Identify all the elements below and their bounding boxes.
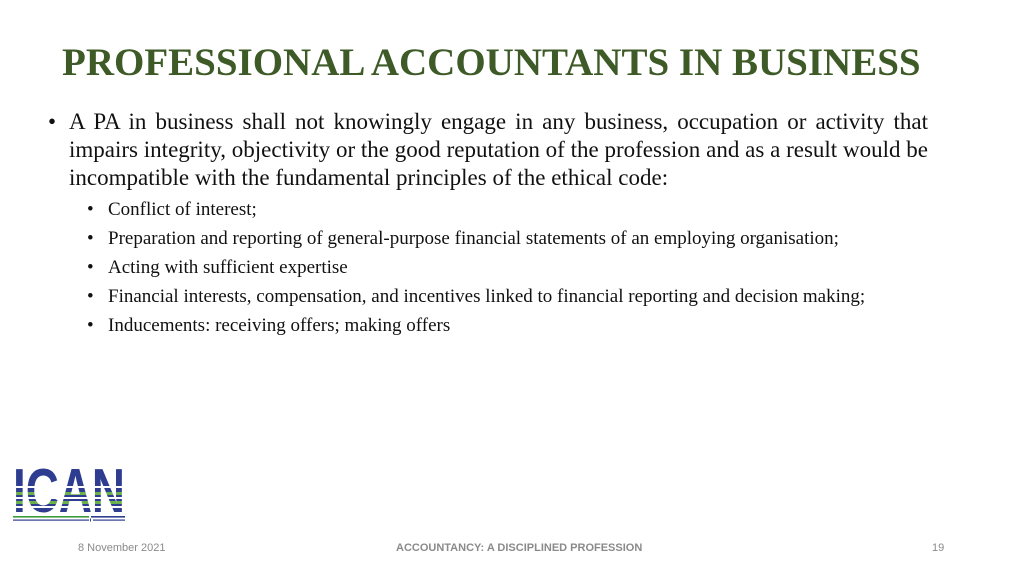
ican-logo <box>13 456 128 526</box>
slide-title: PROFESSIONAL ACCOUNTANTS IN BUSINESS <box>62 41 921 84</box>
main-point-text: A PA in business shall not knowingly engage in any business, occupation or activity that impairs integrity, objectivity or the good reputation of the profession and as a result would be incompatible with the fundamental principles of the ethical code: <box>69 109 928 190</box>
sub-point-text: Acting with sufficient expertise <box>108 257 348 278</box>
bullet-icon: • <box>87 199 94 220</box>
sub-point-item <box>48 315 928 336</box>
footer-title: ACCOUNTANCY: A DISCIPLINED PROFESSION <box>396 542 643 554</box>
slide-body <box>48 108 928 344</box>
sub-point-text: Preparation and reporting of general-purpose financial statements of an employing organisation; <box>108 228 839 249</box>
ican-logo-letters <box>13 456 128 516</box>
sub-point-item <box>48 199 928 220</box>
sub-point-item <box>48 286 928 307</box>
footer-date: 8 November 2021 <box>78 542 166 554</box>
bullet-icon: • <box>87 257 94 278</box>
bullet-icon: • <box>87 315 94 336</box>
sub-point-text: Financial interests, compensation, and incentives linked to financial reporting and decision making; <box>108 286 866 307</box>
slide-number: 19 <box>932 542 945 554</box>
sub-point-text: Inducements: receiving offers; making offers <box>108 315 451 336</box>
sub-point-list <box>48 199 928 336</box>
bullet-icon: • <box>48 109 57 134</box>
sub-point-item <box>48 228 928 249</box>
main-bullet-point <box>48 108 928 192</box>
sub-point-item <box>48 257 928 278</box>
bullet-icon: • <box>87 228 94 249</box>
sub-point-text: Conflict of interest; <box>108 199 257 220</box>
bullet-icon: • <box>87 286 94 307</box>
